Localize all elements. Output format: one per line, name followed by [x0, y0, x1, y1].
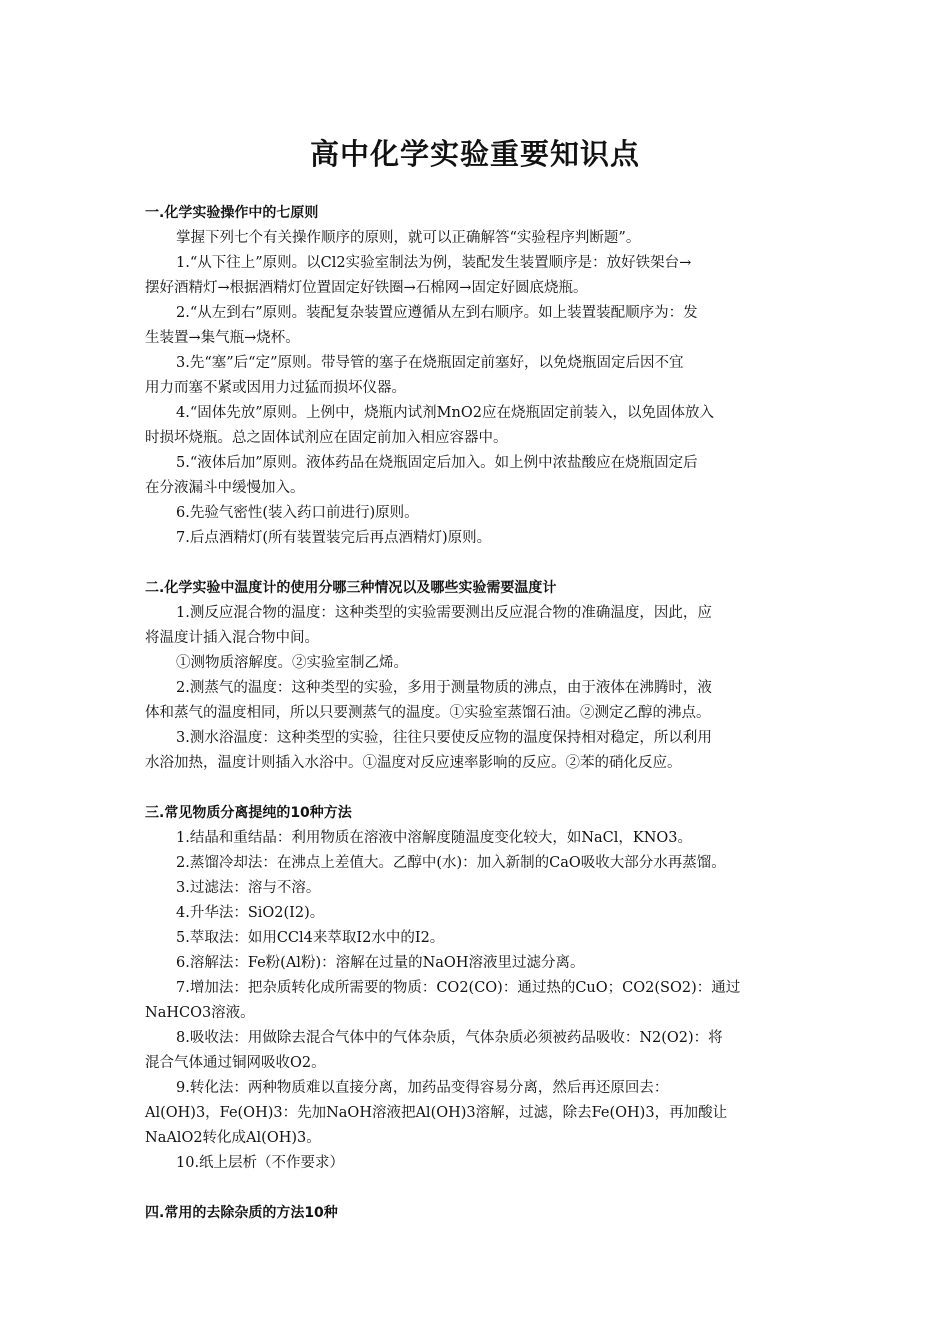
paragraph-line: 1.“从下往上”原则。以Cl2实验室制法为例，装配发生装置顺序是：放好铁架台→: [176, 255, 692, 271]
paragraph-line: 时损坏烧瓶。总之固体试剂应在固定前加入相应容器中。: [145, 430, 508, 446]
section-heading: 二.化学实验中温度计的使用分哪三种情况以及哪些实验需要温度计: [145, 580, 557, 596]
paragraph-line: 4.“固体先放”原则。上例中，烧瓶内试剂MnO2应在烧瓶固定前装入，以免固体放入: [176, 405, 714, 421]
paragraph-line: 2.测蒸气的温度：这种类型的实验，多用于测量物质的沸点，由于液体在沸腾时，液: [176, 680, 712, 696]
paragraph-line: Al(OH)3，Fe(OH)3：先加NaOH溶液把Al(OH)3溶解，过滤，除去Fe(OH)3，再加酸让: [145, 1105, 728, 1121]
paragraph-line: 3.先“塞”后“定”原则。带导管的塞子在烧瓶固定前塞好，以免烧瓶固定后因不宜: [176, 355, 684, 371]
paragraph-line: 6.先验气密性(装入药口前进行)原则。: [176, 505, 419, 521]
paragraph-line: 混合气体通过铜网吸收O2。: [145, 1055, 326, 1071]
document-title: 高中化学实验重要知识点: [309, 137, 640, 171]
paragraph-line: 6.溶解法：Fe粉(Al粉)：溶解在过量的NaOH溶液里过滤分离。: [176, 955, 585, 971]
paragraph-line: 1.测反应混合物的温度：这种类型的实验需要测出反应混合物的准确温度，因此，应: [176, 605, 712, 621]
paragraph-line: 5.萃取法：如用CCl4来萃取I2水中的I2。: [176, 930, 445, 946]
paragraph-line: 用力而塞不紧或因用力过猛而损坏仪器。: [145, 380, 406, 396]
paragraph-line: 8.吸收法：用做除去混合气体中的气体杂质，气体杂质必须被药品吸收：N2(O2)：将: [176, 1030, 723, 1046]
paragraph-line: NaHCO3溶液。: [145, 1005, 255, 1021]
paragraph-line: 5.“液体后加”原则。液体药品在烧瓶固定后加入。如上例中浓盐酸应在烧瓶固定后: [176, 455, 698, 471]
paragraph-line: 2.“从左到右”原则。装配复杂装置应遵循从左到右顺序。如上装置装配顺序为：发: [176, 305, 698, 321]
paragraph-line: 在分液漏斗中缓慢加入。: [145, 480, 305, 496]
paragraph-line: 10.纸上层析（不作要求）: [176, 1155, 345, 1171]
paragraph-line: 2.蒸馏冷却法：在沸点上差值大。乙醇中(水)：加入新制的CaO吸收大部分水再蒸馏。: [176, 855, 726, 871]
paragraph-line: 掌握下列七个有关操作顺序的原则，就可以正确解答“实验程序判断题”。: [176, 230, 641, 246]
paragraph-line: 3.过滤法：溶与不溶。: [176, 880, 321, 896]
paragraph-line: ①测物质溶解度。②实验室制乙烯。: [176, 655, 408, 671]
paragraph-line: 3.测水浴温度：这种类型的实验，往往只要使反应物的温度保持相对稳定，所以利用: [176, 730, 712, 746]
paragraph-line: 水浴加热，温度计则插入水浴中。①温度对反应速率影响的反应。②苯的硝化反应。: [145, 755, 682, 771]
paragraph-line: 摆好酒精灯→根据酒精灯位置固定好铁圈→石棉网→固定好圆底烧瓶。: [145, 280, 588, 296]
section-heading: 一.化学实验操作中的七原则: [145, 205, 319, 221]
paragraph-line: 体和蒸气的温度相同，所以只要测蒸气的温度。①实验室蒸馏石油。②测定乙醇的沸点。: [145, 705, 711, 721]
paragraph-line: 将温度计插入混合物中间。: [145, 630, 319, 646]
section-heading: 三.常见物质分离提纯的10种方法: [145, 805, 352, 821]
section-heading: 四.常用的去除杂质的方法10种: [145, 1205, 338, 1221]
paragraph-line: 9.转化法：两种物质难以直接分离，加药品变得容易分离，然后再还原回去：: [176, 1080, 669, 1096]
paragraph-line: 1.结晶和重结晶：利用物质在溶液中溶解度随温度变化较大，如NaCl，KNO3。: [176, 830, 693, 846]
paragraph-line: 7.后点酒精灯(所有装置装完后再点酒精灯)原则。: [176, 530, 492, 546]
paragraph-line: 4.升华法：SiO2(I2)。: [176, 905, 325, 921]
paragraph-line: 生装置→集气瓶→烧杯。: [145, 330, 300, 346]
paragraph-line: 7.增加法：把杂质转化成所需要的物质：CO2(CO)：通过热的CuO；CO2(SO2)：通过: [176, 980, 741, 996]
paragraph-line: NaAlO2转化成Al(OH)3。: [145, 1130, 321, 1146]
